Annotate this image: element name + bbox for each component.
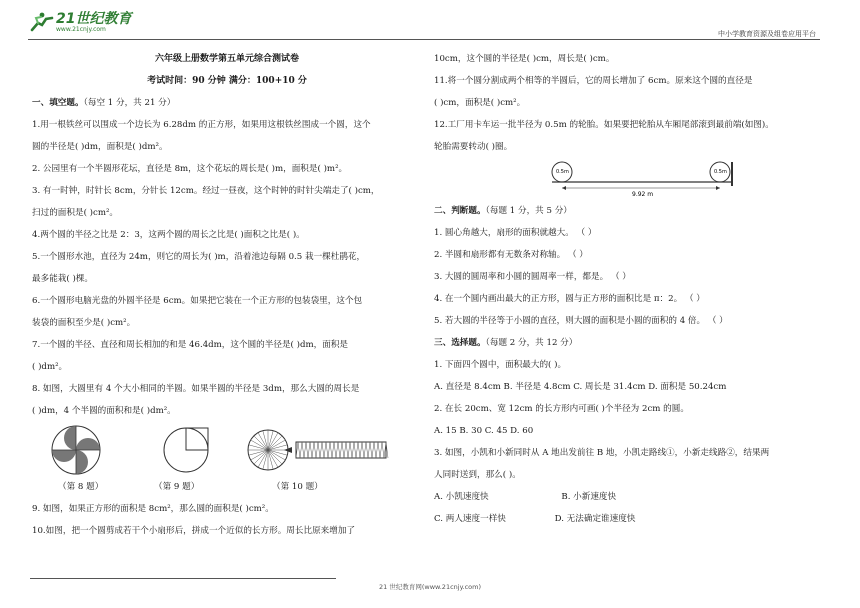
section-note: （每题 1 分，共 5 分） [485,206,572,216]
choice-1-options: A. 直径是 8.4cm B. 半径是 4.8cm C. 周长是 31.4cm D. 面积是 50.24cm [434,382,727,392]
question-5b: 最多能栽( )棵。 [32,274,93,284]
question-9: 9. 如图，如果正方形的面积是 8cm²，那么圆的面积是( )cm²。 [32,504,274,514]
question-1b: 圆的半径是( )dm，面积是( )dm²。 [32,142,168,152]
judge-1: 1. 圆心角越大，扇形的面积就越大。 （ ） [434,228,597,238]
site-logo [28,10,131,33]
choice-2-options: A. 15 B. 30 C. 45 D. 60 [434,426,534,436]
right-column [434,48,826,530]
choice-3b: 人同时送到，那么( )。 [434,470,521,480]
zigzag-sectors [296,442,388,458]
question-5a: 5.一个圆形水池，直径为 24m，则它的周长为( )m，沿着池边每隔 0.5 栽一棵杜鹃花， [32,252,366,262]
question-11a: 11.将一个圆分割成两个相等的半圆后，它的周长增加了 6cm。原来这个圆的直径是 [434,76,753,86]
truck-bed-figure [434,158,826,200]
platform-name: 中小学教育资源及组卷应用平台 [718,30,816,38]
choice-3-option-a: A. 小凯速度快 [434,492,489,502]
exam-info: 考试时间：90 分钟 满分：100+10 分 [147,76,307,86]
logo-url: www.21cnjy.com [56,26,106,33]
footer-divider [30,578,336,579]
question-6b: 装袋的面积至少是( )cm²。 [32,318,136,328]
choice-3-options-ab [434,486,826,508]
logo-text: 21世纪教育 [56,11,132,27]
question-7a: 7.一个圆的半径、直径和周长相加的和是 46.4dm，这个圆的半径是( )dm，面积是 [32,340,349,350]
distance-label: 9.92 m [632,191,654,198]
question-3a: 3. 有一时钟，时针长 8cm，分针长 12cm。经过一昼夜，这个时钟的时针尖端走了( )cm， [32,186,380,196]
caption-q9: （第 9 题） [154,482,200,492]
choice-3a: 3. 如图，小凯和小新同时从 A 地出发前往 B 地，小凯走路线①，小新走线路②，结果两 [434,448,770,458]
question-1a: 1.用一根铁丝可以围成一个边长为 6.28dm 的正方形，如果用这根铁丝围成一个圆，这个 [32,120,371,130]
left-tire-radius: 0.5m [556,169,569,175]
exam-title: 六年级上册数学第五单元综合测试卷 [154,54,299,64]
question-10-cont: 10cm，这个圆的半径是( )cm，周长是( )cm。 [434,54,615,64]
judge-3: 3. 大圆的圆周率和小圆的圆周率一样，都是。 （ ） [434,272,631,282]
section-true-false [434,200,826,222]
section-title: 一、填空题。 [32,98,84,108]
page-header [0,0,860,40]
question-3b: 扫过的面积是( )cm²。 [32,208,119,218]
right-tire-radius: 0.5m [714,169,727,175]
section-note: （每题 2 分，共 12 分） [485,338,578,348]
question-12b: 轮胎需要转动( )圈。 [434,142,513,152]
question-11b: ( )cm，面积是( )cm²。 [434,98,526,108]
circle-square-figure-icon [160,424,214,476]
judge-4: 4. 在一个圆内画出最大的正方形，圆与正方形的面积比是 π：2。 （ ） [434,294,705,304]
pinwheel-figure-icon [50,424,102,476]
choice-3-options-cd [434,508,826,530]
question-10: 10.如图，把一个圆剪成若干个小扇形后，拼成一个近似的长方形。周长比原来增加了 [32,526,356,536]
question-6a: 6.一个圆形电脑光盘的外圆半径是 6cm。如果把它装在一个正方形的包装袋里，这个包 [32,296,363,306]
section-title: 二、判断题。 [434,206,486,216]
left-column [32,48,422,542]
caption-q8: （第 8 题） [58,482,104,492]
question-12a: 12.工厂用卡车运一批半径为 0.5m 的轮胎。如果要把轮胎从车厢尾部滚到最前端(如图)。 [434,120,774,130]
circle-to-rectangle-figure-icon [244,424,394,476]
choice-3-option-b: B. 小新速度快 [561,492,617,502]
caption-q10: （第 10 题） [272,482,323,492]
figures-row [32,422,422,476]
question-2: 2. 公园里有一个半圆形花坛，直径是 8m，这个花坛的周长是( )m，面积是( )m²。 [32,164,348,174]
question-8a: 8. 如图，大圆里有 4 个大小相同的半圆。如果半圆的半径是 3dm，那么大圆的周长是 [32,384,360,394]
tire-rolling-figure-icon [546,158,746,198]
judge-5: 5. 若大圆的半径等于小圆的直径，则大圆的面积是小圆的面积的 4 倍。 （ ） [434,316,728,326]
choice-1: 1. 下面四个圆中，面积最大的( )。 [434,360,567,370]
choice-2: 2. 在长 20cm、宽 12cm 的长方形内可画( )个半径为 2cm 的圆。 [434,404,689,414]
section-title: 三、选择题。 [434,338,486,348]
judge-2: 2. 半圆和扇形都有无数条对称轴。 （ ） [434,250,588,260]
question-7b: ( )dm²。 [32,362,68,372]
section-note: （每空 1 分，共 21 分） [83,98,176,108]
footer-text: 21 世纪教育网(www.21cnjy.com) [379,583,481,591]
figure-captions [32,476,422,498]
question-4: 4.两个圆的半径之比是 2：3，这两个圆的周长之比是( )面积之比是( )。 [32,230,305,240]
header-divider [28,39,820,40]
section-fill-in [32,92,422,114]
question-8b: ( )dm，4 个半圆的面积和是( )dm²。 [32,406,176,416]
choice-3-option-c: C. 两人速度一样快 [434,514,506,524]
runner-logo-icon [28,12,54,32]
choice-3-option-d: D. 无法确定谁速度快 [554,514,636,524]
section-choice [434,332,826,354]
